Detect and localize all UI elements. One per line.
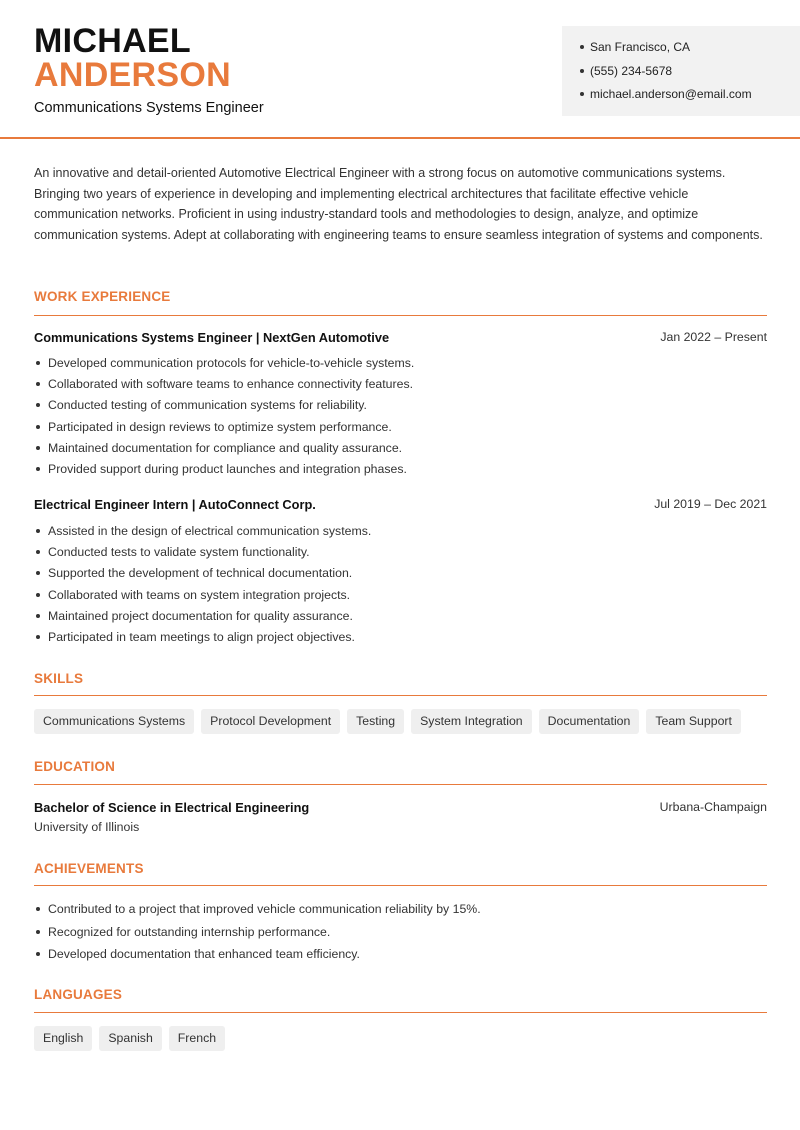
skills-list	[34, 709, 741, 734]
languages-list	[34, 1026, 225, 1051]
section-divider	[34, 885, 767, 886]
contact-box	[562, 26, 800, 116]
skill-chip: Documentation	[539, 709, 640, 734]
section-divider	[34, 1012, 767, 1013]
job-title-company: Electrical Engineer Intern | AutoConnect Corp.	[34, 497, 316, 512]
list-item-text: Participated in team meetings to align project objectives.	[48, 629, 355, 644]
list-item-text: Provided support during product launches and integration phases.	[48, 461, 407, 476]
list-item-text: Contributed to a project that improved vehicle communication reliability by 15%.	[48, 902, 481, 916]
bullet-icon	[36, 593, 40, 597]
bullet-icon	[36, 446, 40, 450]
list-item	[34, 461, 767, 482]
bullet-icon	[36, 930, 40, 934]
education-header	[34, 800, 767, 818]
language-chip: French	[169, 1026, 225, 1051]
job-header	[34, 497, 767, 515]
list-item-text: Collaborated with teams on system integration projects.	[48, 587, 351, 602]
bullet-icon	[36, 907, 40, 911]
bullet-icon	[36, 614, 40, 618]
list-item	[34, 544, 767, 565]
list-item-text: Supported the development of technical documentation.	[48, 566, 353, 581]
list-item	[34, 397, 767, 418]
skill-chip: System Integration	[411, 709, 532, 734]
list-item	[34, 587, 767, 608]
job-dates: Jul 2019 – Dec 2021	[654, 497, 767, 511]
bullet-icon	[580, 69, 584, 73]
bullet-icon	[36, 529, 40, 533]
section-divider	[34, 695, 767, 696]
resume-header	[0, 0, 800, 139]
achievements-list	[34, 901, 767, 969]
bullet-icon	[36, 467, 40, 471]
contact-item	[580, 39, 752, 63]
list-item-text: Maintained project documentation for quality assurance.	[48, 608, 353, 623]
list-item	[34, 440, 767, 461]
contact-location: San Francisco, CA	[590, 40, 691, 54]
section-title-skills: SKILLS	[34, 671, 84, 686]
language-chip: Spanish	[99, 1026, 161, 1051]
bullet-icon	[36, 403, 40, 407]
section-title-education: EDUCATION	[34, 759, 116, 774]
skill-chip: Testing	[347, 709, 404, 734]
list-item	[34, 901, 767, 924]
bullet-icon	[580, 45, 584, 49]
job-title: Communications Systems Engineer	[34, 100, 264, 116]
section-title-work: WORK EXPERIENCE	[34, 289, 171, 304]
contact-item	[580, 63, 752, 87]
list-item-text: Participated in design reviews to optimize system performance.	[48, 419, 392, 434]
list-item-text: Recognized for outstanding internship performance.	[48, 924, 331, 939]
list-item-text: Collaborated with software teams to enhance connectivity features.	[48, 377, 414, 392]
bullet-icon	[36, 635, 40, 639]
list-item	[34, 924, 767, 947]
skill-chip: Communications Systems	[34, 709, 194, 734]
list-item	[34, 419, 767, 440]
bullet-icon	[36, 952, 40, 956]
list-item-text: Developed documentation that enhanced team efficiency.	[48, 947, 360, 961]
section-title-languages: LANGUAGES	[34, 987, 123, 1002]
bullet-icon	[36, 382, 40, 386]
contact-phone: (555) 234-5678	[590, 63, 673, 78]
job-bullets	[34, 355, 767, 482]
contact-item[interactable]	[580, 86, 752, 110]
list-item	[34, 523, 767, 544]
language-chip: English	[34, 1026, 92, 1051]
skill-chip: Protocol Development	[201, 709, 340, 734]
job-bullets	[34, 523, 767, 650]
list-item	[34, 946, 767, 969]
summary: An innovative and detail-oriented Automotive Electrical Engineer with a strong focus on automotive communications systems. Bringing two years of experience in developing and implementing electrical architectures that facilitate effective vehicle communication networks. Proficient in using industry-standard tools and methodologies to design, analyze, and optimize communication systems. Adept at collaborating with engineering teams to ensure seamless integration of systems and components.	[34, 166, 763, 242]
bullet-icon	[36, 425, 40, 429]
list-item	[34, 376, 767, 397]
list-item-text: Conducted tests to validate system functionality.	[48, 545, 310, 560]
section-divider	[34, 315, 767, 316]
list-item-text: Developed communication protocols for vehicle-to-vehicle systems.	[48, 356, 415, 370]
school-name: University of Illinois	[34, 820, 140, 834]
job-title-company: Communications Systems Engineer | NextGen Automotive	[34, 330, 390, 345]
job-header	[34, 330, 767, 348]
skill-chip: Team Support	[646, 709, 741, 734]
list-item	[34, 629, 767, 650]
list-item-text: Maintained documentation for compliance and quality assurance.	[48, 440, 403, 455]
first-name: MICHAEL	[34, 22, 191, 60]
list-item-text: Assisted in the design of electrical communication systems.	[48, 524, 372, 538]
list-item	[34, 355, 767, 376]
bullet-icon	[36, 361, 40, 365]
section-title-achievements: ACHIEVEMENTS	[34, 861, 144, 876]
list-item	[34, 608, 767, 629]
list-item	[34, 565, 767, 586]
bullet-icon	[36, 571, 40, 575]
job-dates: Jan 2022 – Present	[660, 330, 767, 344]
contact-email[interactable]: michael.anderson@email.com	[590, 87, 752, 101]
degree: Bachelor of Science in Electrical Engineering	[34, 800, 310, 815]
bullet-icon	[36, 550, 40, 554]
last-name: ANDERSON	[34, 56, 231, 94]
section-divider	[34, 784, 767, 785]
bullet-icon	[580, 92, 584, 96]
list-item-text: Conducted testing of communication systems for reliability.	[48, 398, 367, 413]
education-location: Urbana-Champaign	[659, 800, 767, 814]
